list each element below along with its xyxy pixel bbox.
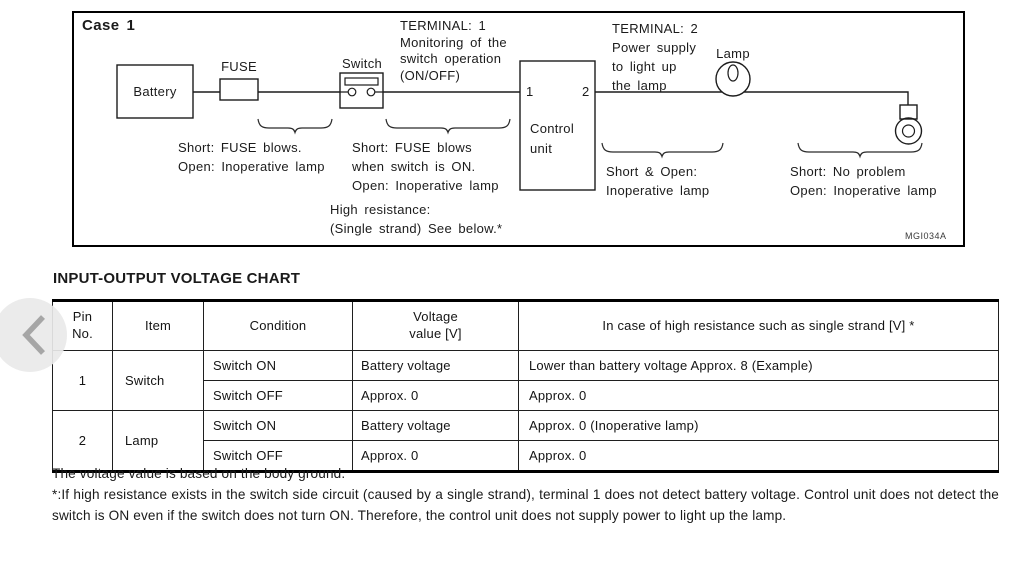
footnotes	[52, 463, 999, 526]
lamp-symbol	[716, 62, 750, 96]
switch-contact-right	[367, 88, 375, 96]
fuse-label: FUSE	[221, 59, 257, 74]
header-item: Item	[113, 301, 204, 351]
battery-label: Battery	[133, 84, 177, 99]
ground-ring-inner	[903, 125, 915, 137]
brace-ground-segment	[798, 143, 922, 157]
header-pin-line2: No.	[72, 326, 93, 341]
header-condition: Condition	[204, 301, 353, 351]
header-voltage-line1: Voltage	[413, 309, 458, 325]
cell-condition: Switch ON	[204, 351, 353, 381]
terminal2-note	[612, 19, 698, 95]
note-lamp-segment	[606, 162, 709, 200]
cell-item-lamp: Lamp	[113, 411, 204, 472]
terminal1-note-line1: TERMINAL: 1	[400, 18, 486, 33]
switch-contact-left	[348, 88, 356, 96]
note-fuse-line1: Short: FUSE blows.	[178, 140, 302, 155]
cell-voltage: Battery voltage	[353, 411, 519, 441]
lamp-label: Lamp	[716, 46, 750, 61]
body-ground-note: The voltage value is based on the body ground.	[52, 466, 346, 481]
circuit-diagram-graphics	[74, 13, 963, 245]
switch-bar	[345, 78, 378, 85]
note-ground-line2: Open: Inoperative lamp	[790, 183, 937, 198]
cell-condition: Switch ON	[204, 411, 353, 441]
control-unit-label-line2: unit	[530, 141, 553, 156]
cell-voltage: Approx. 0	[353, 441, 519, 472]
note-ground-segment	[790, 162, 937, 200]
note-switch-line2: when switch is ON.	[352, 159, 476, 174]
brace-lamp-segment	[602, 143, 723, 157]
fuse-symbol	[220, 79, 258, 100]
ground-ring-outer	[896, 118, 922, 144]
note-switch-segment	[352, 138, 499, 195]
switch-label: Switch	[341, 56, 383, 71]
header-voltage	[353, 301, 519, 351]
cell-high-res: Approx. 0 (Inoperative lamp)	[519, 411, 999, 441]
voltage-chart-table	[52, 299, 999, 473]
terminal1-note-line3: switch operation	[400, 51, 502, 66]
terminal2-note-line4: the lamp	[612, 78, 667, 93]
terminal2-note-line2: Power supply	[612, 40, 697, 55]
chevron-left-icon	[0, 298, 67, 372]
note-high-resistance	[330, 200, 502, 238]
note-ground-line1: Short: No problem	[790, 164, 906, 179]
terminal2-note-line3: to light up	[612, 59, 677, 74]
circuit-diagram-panel	[72, 11, 965, 247]
table-row	[53, 351, 999, 381]
control-unit-label	[530, 119, 574, 159]
terminal2-note-line1: TERMINAL: 2	[612, 21, 698, 36]
note-fuse-segment	[178, 138, 325, 176]
table-header-row	[53, 301, 999, 351]
previous-page-button[interactable]	[0, 298, 67, 372]
control-unit-label-line1: Control	[530, 121, 575, 136]
cell-high-res: Approx. 0	[519, 441, 999, 472]
note-high-resistance-line1: High resistance:	[330, 202, 431, 217]
note-switch-line1: Short: FUSE blows	[352, 140, 472, 155]
header-voltage-line2: value [V]	[409, 326, 462, 341]
control-pin-1: 1	[526, 84, 534, 99]
note-switch-line3: Open: Inoperative lamp	[352, 178, 499, 193]
note-lamp-line2: Inoperative lamp	[606, 183, 710, 198]
note-high-resistance-line2: (Single strand) See below.*	[330, 221, 503, 236]
ground-terminal-body	[900, 105, 917, 119]
note-fuse-line2: Open: Inoperative lamp	[178, 159, 325, 174]
wire-lamp-ground	[744, 92, 908, 105]
cell-pin-1: 1	[53, 351, 113, 411]
case-title: Case 1	[82, 17, 136, 34]
header-pin-line1: Pin	[72, 309, 93, 325]
cell-high-res: Lower than battery voltage Approx. 8 (Example)	[519, 351, 999, 381]
terminal1-note-line4: (ON/OFF)	[400, 67, 461, 83]
header-high-resistance: In case of high resistance such as single strand [V] *	[519, 301, 999, 351]
note-lamp-line1: Short & Open:	[606, 164, 698, 179]
cell-pin-2: 2	[53, 411, 113, 472]
cell-item-switch: Switch	[113, 351, 204, 411]
brace-switch-segment	[386, 119, 510, 133]
control-pin-2: 2	[582, 84, 590, 99]
voltage-chart-title: INPUT-OUTPUT VOLTAGE CHART	[53, 270, 301, 287]
cell-voltage: Approx. 0	[353, 381, 519, 411]
cell-voltage: Battery voltage	[353, 351, 519, 381]
terminal1-note-line2: Monitoring of the	[400, 34, 507, 50]
figure-code: MGI034A	[905, 231, 947, 241]
table-row	[53, 411, 999, 441]
cell-condition: Switch OFF	[204, 381, 353, 411]
brace-fuse-segment	[258, 119, 332, 133]
asterisk-note: *:If high resistance exists in the switch side circuit (caused by a single strand), terminal 1 does not detect battery voltage. Control unit does not detect the switch is ON even if the switch does not turn ON. Therefore, the control unit does not supply power to light up the lamp.	[52, 487, 999, 523]
terminal1-note	[400, 18, 507, 84]
cell-high-res: Approx. 0	[519, 381, 999, 411]
cell-condition: Switch OFF	[204, 441, 353, 472]
